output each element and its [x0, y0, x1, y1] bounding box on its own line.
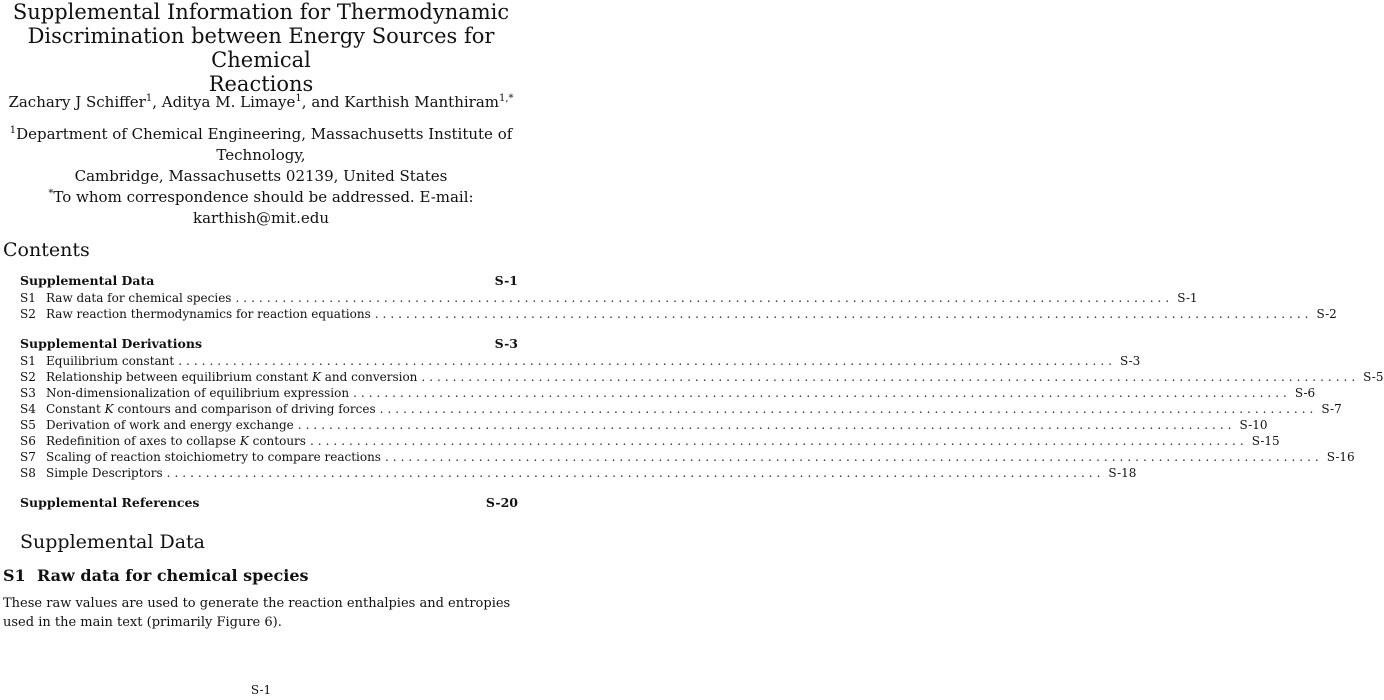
toc-entry[interactable] [20, 401, 1342, 417]
toc-leader-dots: ........................................................................................................................ [297, 418, 1236, 432]
toc-entry-title: Relationship between equilibrium constant K and conversion [46, 370, 418, 384]
toc-leader-dots: ........................................................................................................................ [235, 291, 1174, 305]
correspondence-marker: * [48, 188, 54, 199]
toc-entry-title: Scaling of reaction stoichiometry to compare reactions [46, 450, 381, 464]
toc-section-title: Supplemental Data [20, 273, 155, 288]
toc-entry-title: Derivation of work and energy exchange [46, 418, 294, 432]
math-symbol: K [239, 434, 249, 448]
title-line-2: Discrimination between Energy Sources for Chemical [27, 24, 495, 72]
toc-entry-page: S-2 [1316, 307, 1337, 321]
table-of-contents [20, 272, 1384, 525]
toc-entry[interactable] [20, 385, 1316, 401]
toc-entry[interactable] [20, 353, 1141, 369]
author-name: Zachary J Schiffer [8, 93, 146, 111]
author-list: Zachary J Schiffer$^1$, Aditya M. Limaye$^1$, and Karthish Manthiram$^{1,*}$ [8, 93, 514, 111]
page-number: S-1 [250, 683, 272, 697]
toc-section-heading[interactable] [20, 272, 518, 290]
toc-entry-page: S-15 [1251, 434, 1280, 448]
toc-entry-number: S5 [20, 418, 36, 432]
title-line-3: Reactions [208, 72, 314, 96]
toc-entry[interactable] [20, 306, 1337, 322]
toc-entry[interactable] [20, 465, 1137, 481]
toc-section-page: S-1 [494, 273, 518, 288]
toc-entry-number: S4 [20, 402, 36, 416]
toc-entry-number: S2 [20, 370, 36, 384]
toc-entry-title: Equilibrium constant [46, 354, 175, 368]
toc-leader-dots: ........................................................................................................................ [379, 402, 1318, 416]
affiliation-marker: 1,* [499, 93, 514, 104]
affiliation-line-2: Cambridge, Massachusetts 02139, United States [74, 167, 448, 185]
toc-entry[interactable] [20, 290, 1198, 306]
contents-heading: Contents [3, 239, 90, 261]
affiliation-marker: 1 [9, 125, 17, 136]
toc-entry-page: S-10 [1239, 418, 1268, 432]
toc-entry-number: S1 [20, 291, 36, 305]
toc-entry-title: Raw data for chemical species [46, 291, 232, 305]
toc-entry-title: Redefinition of axes to collapse K contours [46, 434, 306, 448]
toc-entry-number: S8 [20, 466, 36, 480]
toc-leader-dots: ........................................................................................................................ [384, 450, 1323, 464]
toc-entry-title: Simple Descriptors [46, 466, 163, 480]
toc-entry-number: S7 [20, 450, 36, 464]
subsection-title: Raw data for chemical species [37, 566, 309, 585]
toc-section-page: S-20 [485, 495, 518, 510]
affiliation-line-1: $^1$Department of Chemical Engineering, Massachusetts Institute of Technology, [9, 125, 513, 164]
toc-entry-page: S-6 [1294, 386, 1316, 400]
toc-entry-title: Constant K contours and comparison of driving forces [46, 402, 376, 416]
author-name: and Karthish Manthiram [311, 93, 500, 111]
toc-entry-page: S-3 [1119, 354, 1141, 368]
math-symbol: K [311, 370, 321, 384]
toc-entry-page: S-5 [1363, 370, 1384, 384]
subsection-heading [3, 566, 309, 586]
subsection-number: S1 [3, 566, 26, 585]
affiliation-block [0, 124, 522, 229]
section-heading: Supplemental Data [20, 531, 205, 553]
toc-leader-dots: ........................................................................................................................ [309, 434, 1248, 448]
toc-section [20, 494, 518, 512]
toc-leader-dots: ........................................................................................................................ [353, 386, 1291, 400]
toc-entry-number: S3 [20, 386, 36, 400]
toc-entry-title: Raw reaction thermodynamics for reaction equations [46, 307, 371, 321]
author-name: Aditya M. Limaye [161, 93, 296, 111]
toc-entry-page: S-16 [1326, 450, 1355, 464]
toc-entry-number: S2 [20, 307, 36, 321]
affiliation-marker: 1 [145, 93, 153, 104]
toc-entry-page: S-18 [1108, 466, 1137, 480]
math-symbol: K [104, 402, 114, 416]
toc-entry[interactable] [20, 417, 1268, 433]
toc-leader-dots: ........................................................................................................................ [374, 307, 1313, 321]
toc-section-heading[interactable] [20, 335, 518, 353]
paper-title [0, 0, 522, 96]
toc-section-title: Supplemental References [20, 495, 200, 510]
toc-leader-dots: ........................................................................................................................ [421, 370, 1360, 384]
toc-entry[interactable] [20, 369, 1384, 385]
toc-section-title: Supplemental Derivations [20, 336, 203, 351]
toc-section-heading[interactable] [20, 494, 518, 512]
toc-entry[interactable] [20, 433, 1280, 449]
toc-entry-title: Non-dimensionalization of equilibrium expression [46, 386, 350, 400]
toc-section-page: S-3 [494, 336, 518, 351]
toc-entry-page: S-7 [1321, 402, 1342, 416]
toc-section [20, 335, 1384, 481]
toc-leader-dots: ........................................................................................................................ [178, 354, 1116, 368]
correspondence-line: *To whom correspondence should be addressed. E-mail: karthish@mit.edu [48, 188, 474, 227]
toc-entry-number: S1 [20, 354, 36, 368]
toc-leader-dots: ........................................................................................................................ [166, 466, 1105, 480]
affiliation-marker: 1 [295, 93, 302, 104]
toc-section [20, 272, 1337, 322]
title-line-1: Supplemental Information for Thermodynamic [12, 0, 510, 24]
body-paragraph: These raw values are used to generate the reaction enthalpies and entropies used in the main text (primarily Figure 6). [3, 596, 511, 630]
toc-entry[interactable] [20, 449, 1355, 465]
toc-entry-number: S6 [20, 434, 36, 448]
toc-entry-page: S-1 [1177, 291, 1198, 305]
